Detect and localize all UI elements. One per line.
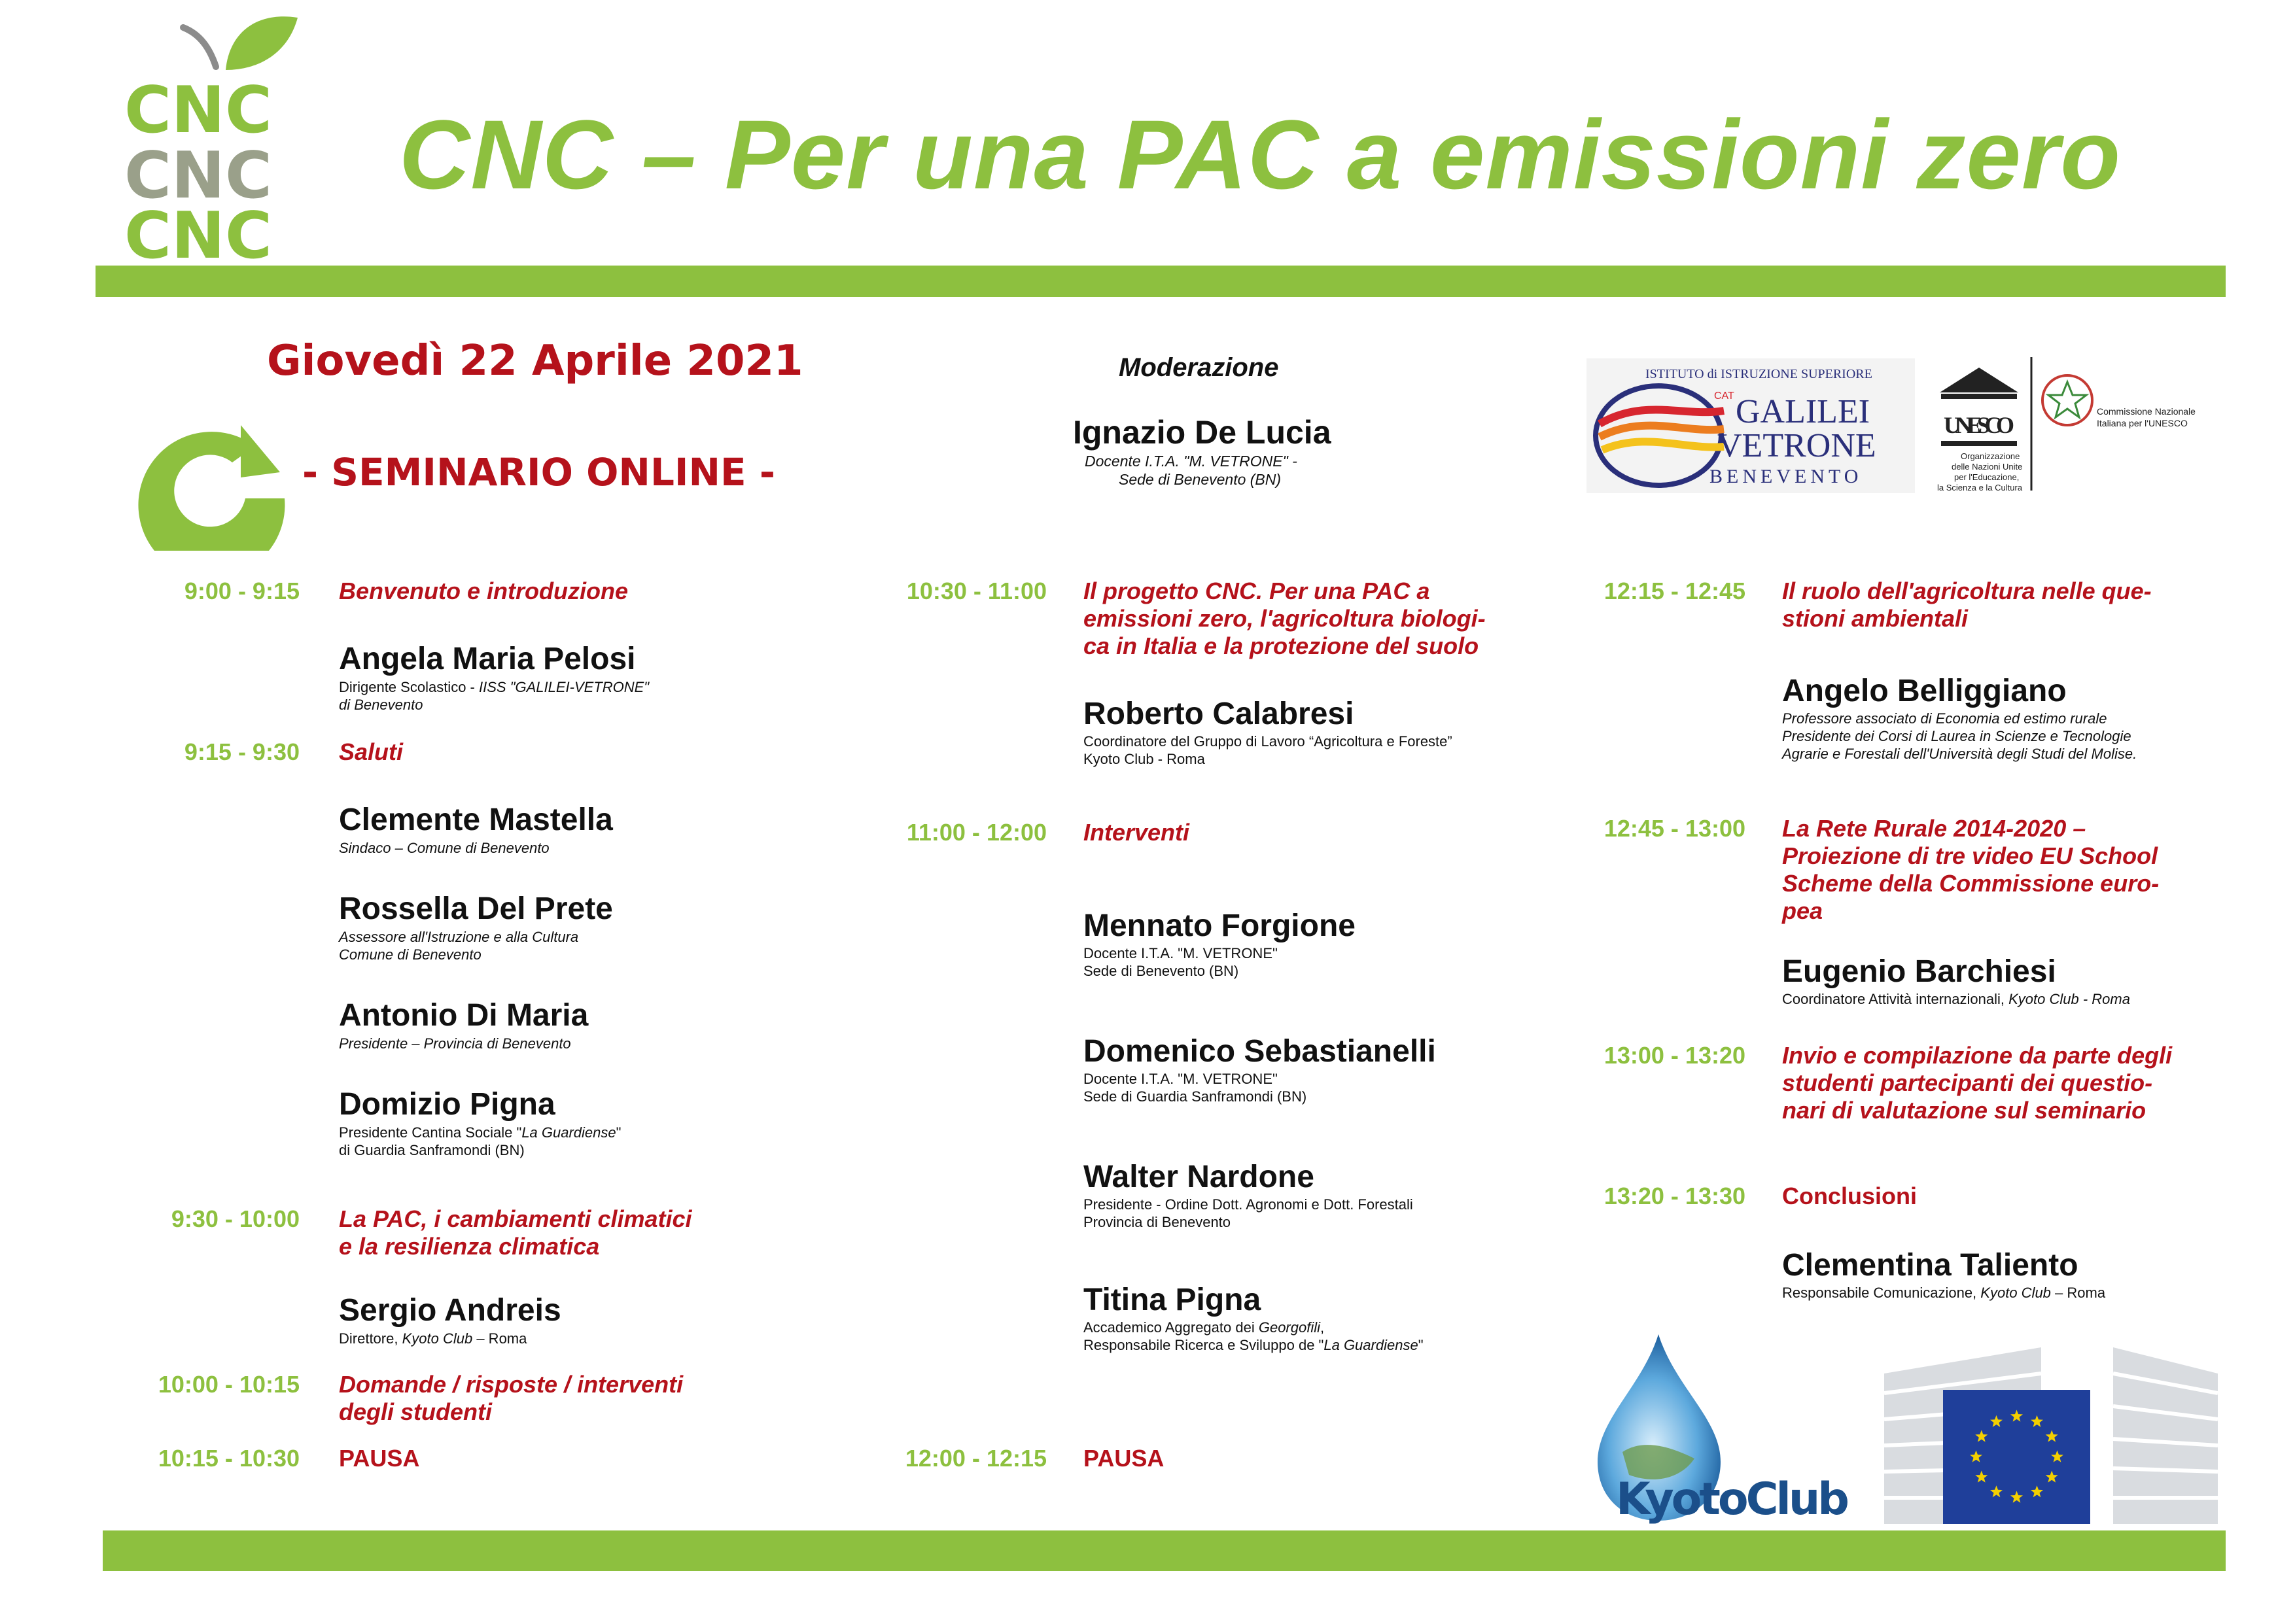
seminar-c-logo [124,400,294,551]
speaker-name: Clementina Taliento [1782,1248,2078,1283]
speaker-role: Professore associato di Economia ed estimo rurale [1782,710,2107,727]
svg-text:GALILEI: GALILEI [1736,393,1870,430]
speaker-role: Presidente – Provincia di Benevento [339,1035,571,1052]
time-slot: 9:15 - 9:30 [184,738,300,765]
speaker-name: Domizio Pigna [339,1087,555,1122]
speaker-name: Sergio Andreis [339,1293,561,1328]
speaker-role: Docente I.T.A. "M. VETRONE" [1083,945,1278,961]
time-slot: 13:00 - 13:20 [1603,1042,1745,1069]
speaker-name: Walter Nardone [1083,1160,1314,1194]
event-date: Giovedì 22 Aprile 2021 [267,337,803,385]
speaker-name: Angela Maria Pelosi [339,642,636,676]
time-slot: 12:45 - 13:00 [1603,815,1745,842]
speaker-role: Presidente - Ordine Dott. Agronomi e Dott. Forestali [1083,1196,1413,1213]
svg-text:VETRONE: VETRONE [1717,427,1876,464]
moderation-label: Moderazione [1119,353,1279,382]
agenda-topic: La Rete Rurale 2014-2020 – Proiezione di tre video EU School Scheme della Commissione euro- pea [1782,815,2160,924]
speaker-role: Presidente dei Corsi di Laurea in Scienze e Tecnologie [1782,728,2131,744]
agenda-topic: Conclusioni [1782,1183,1917,1209]
cnc-logo-row-1: CNC [124,73,272,148]
agenda-topic: Interventi [1083,819,1190,846]
bottom-divider-bar [103,1530,2226,1571]
agenda-topic: Il ruolo dell'agricoltura nelle que- stioni ambientali [1782,578,2152,632]
cnc-logo [118,8,314,263]
top-divider-bar [96,266,2226,297]
agenda-topic: Saluti [339,738,404,765]
speaker-name: Clemente Mastella [339,803,613,837]
svg-text:KyotoClub: KyotoClub [1616,1474,1847,1525]
speaker-name: Titina Pigna [1083,1283,1261,1317]
time-slot: 12:15 - 12:45 [1603,578,1745,604]
speaker-role: Coordinatore Attività internazionali, Kyoto Club - Roma [1782,991,2130,1007]
agenda-topic: Benvenuto e introduzione [339,578,629,604]
speaker-name: Domenico Sebastianelli [1083,1034,1436,1069]
speaker-role: Dirigente Scolastico - IISS "GALILEI-VETRONE" [339,679,650,695]
time-slot: 12:00 - 12:15 [905,1445,1047,1472]
speaker-role: Provincia di Benevento [1083,1214,1231,1230]
time-slot: 9:00 - 9:15 [184,578,300,604]
speaker-role: Coordinatore del Gruppo di Lavoro “Agricoltura e Foreste” [1083,733,1452,750]
speaker-name: Angelo Belliggiano [1782,674,2067,708]
european-commission-logo [1878,1334,2224,1530]
agenda-topic: La PAC, i cambiamenti climatici e la resilienza climatica [339,1205,692,1260]
speaker-role: di Benevento [339,697,423,713]
speaker-name: Roberto Calabresi [1083,697,1354,731]
page-title: CNC – Per una PAC a emissioni zero [399,99,2121,209]
agenda-topic: PAUSA [1083,1445,1165,1472]
svg-text:Organizzazione: Organizzazione [1961,451,2020,461]
speaker-role: Kyoto Club - Roma [1083,751,1205,767]
svg-text:la Scienza e la Cultura: la Scienza e la Cultura [1937,483,2023,492]
speaker-role: Sede di Guardia Sanframondi (BN) [1083,1088,1307,1105]
speaker-role: Presidente Cantina Sociale "La Guardiense" [339,1124,622,1141]
speaker-role: Direttore, Kyoto Club – Roma [339,1330,527,1347]
moderator-name: Ignazio De Lucia [1073,414,1331,451]
event-format: - SEMINARIO ONLINE - [302,450,775,494]
kyoto-club-logo [1596,1328,1871,1527]
speaker-name: Mennato Forgione [1083,908,1356,943]
time-slot: 10:15 - 10:30 [158,1445,300,1472]
moderator-location: Sede di Benevento (BN) [1119,471,1282,488]
svg-text:UNESCO: UNESCO [1944,412,2014,438]
speaker-name: Eugenio Barchiesi [1782,954,2056,989]
time-slot: 9:30 - 10:00 [171,1205,300,1232]
time-slot: 10:30 - 11:00 [906,578,1047,604]
cnc-logo-row-3: CNC [124,199,272,263]
agenda-topic: Il progetto CNC. Per una PAC a emissioni zero, l'agricoltura biologi- ca in Italia e la protezione del suolo [1083,578,1486,659]
unesco-logo [1933,354,2224,493]
time-slot: 11:00 - 12:00 [906,819,1047,846]
svg-text:ISTITUTO di ISTRUZIONE SUPERIO: ISTITUTO di ISTRUZIONE SUPERIORE [1645,367,1872,381]
speaker-name: Rossella Del Prete [339,891,613,926]
moderator-role: Docente I.T.A. "M. VETRONE" - [1085,453,1297,470]
speaker-role: Accademico Aggregato dei Georgofili, [1083,1319,1325,1336]
galilei-vetrone-logo [1586,358,1915,493]
speaker-role: Responsabile Comunicazione, Kyoto Club – Roma [1782,1285,2106,1301]
speaker-name: Antonio Di Maria [339,998,589,1033]
time-slot: 13:20 - 13:30 [1603,1183,1745,1209]
speaker-role: Sindaco – Comune di Benevento [339,840,550,856]
speaker-role: Docente I.T.A. "M. VETRONE" [1083,1071,1278,1087]
speaker-role: Assessore all'Istruzione e alla Cultura [339,929,579,945]
svg-text:delle Nazioni Unite: delle Nazioni Unite [1952,462,2023,472]
time-slot: 10:00 - 10:15 [158,1371,300,1398]
speaker-role: Responsabile Ricerca e Sviluppo de "La Guardiense" [1083,1337,1424,1353]
speaker-role: Agrarie e Forestali dell'Università degli Studi del Molise. [1782,746,2137,762]
speaker-role: di Guardia Sanframondi (BN) [339,1142,525,1158]
speaker-role: Comune di Benevento [339,946,482,963]
agenda-topic: PAUSA [339,1445,420,1472]
agenda-topic: Invio e compilazione da parte degli studenti partecipanti dei questio- nari di valutazione sul seminario [1782,1042,2173,1124]
cnc-logo-row-2: CNC [124,139,272,213]
svg-text:per l'Educazione,: per l'Educazione, [1954,472,2020,482]
agenda-topic: Domande / risposte / interventi degli studenti [339,1371,684,1425]
svg-text:Italiana per l'UNESCO: Italiana per l'UNESCO [2097,418,2188,428]
svg-text:CAT: CAT [1714,390,1734,402]
svg-text:BENEVENTO: BENEVENTO [1709,466,1863,487]
speaker-role: Sede di Benevento (BN) [1083,963,1239,979]
svg-text:Commissione Nazionale: Commissione Nazionale [2097,406,2196,417]
